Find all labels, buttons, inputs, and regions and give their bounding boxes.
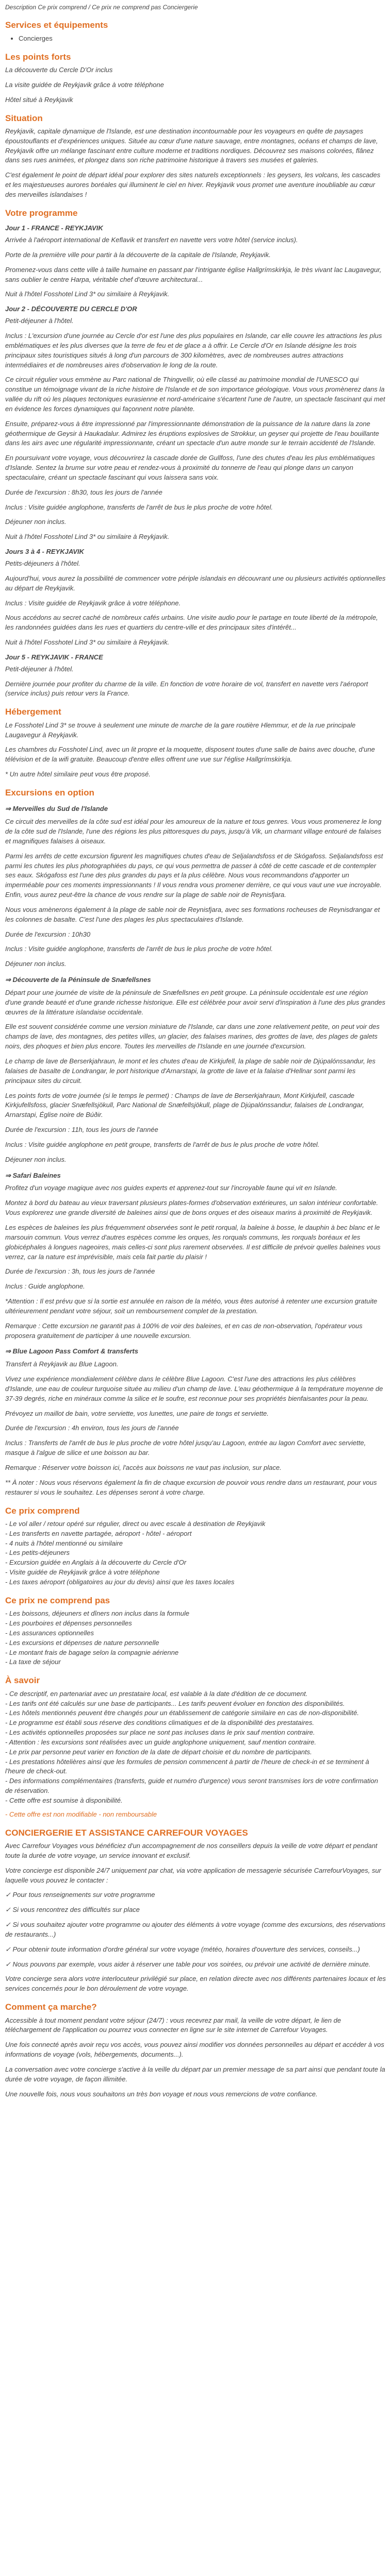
list-item: - La taxe de séjour	[5, 1658, 61, 1666]
paragraph: La découverte du Cercle D'Or inclus	[5, 66, 113, 74]
paragraph: Hôtel situé à Reykjavik	[5, 95, 73, 104]
list-item: ✓ Pour obtenir toute information d'ordre général sur votre voyage (météo, horaires d'ouverture des services, conseils...)	[5, 1945, 360, 1953]
list-item: - Les excursions et dépenses de nature personnelle	[5, 1638, 159, 1647]
list-item: ✓ Pour tous renseignements sur votre programme	[5, 1891, 155, 1899]
excluded-list	[5, 1609, 386, 1667]
paragraph: Porte de la première ville pour partir à la découverte de la capitale de l'Islande, Reykjavik.	[5, 250, 271, 259]
paragraph: Le Fosshotel Lind 3* se trouve à seulement une minute de marche de la gare routière Hlemmur, et de la rue principale Laugavegur à Reykjavik.	[5, 721, 356, 739]
list-item: - Les boissons, déjeuners et dîners non inclus dans la formule	[5, 1609, 189, 1618]
list-item: ✓ Si vous rencontrez des difficultés sur place	[5, 1906, 140, 1914]
day-title: Jour 5 - REYKJAVIK - FRANCE	[5, 653, 103, 661]
list-item: - Les pourboires et dépenses personnelles	[5, 1619, 132, 1628]
paragraph: Inclus : Visite guidée de Reykjavik grâce à votre téléphone.	[5, 599, 181, 607]
paragraph: Arrivée à l'aéroport international de Keflavik et transfert en navette vers votre hôtel (service inclus).	[5, 236, 298, 244]
list-item: - Le montant frais de bagage selon la compagnie aérienne	[5, 1648, 179, 1656]
paragraph: Une fois connecté après avoir reçu vos accès, vous pouvez ainsi modifier vos données personnelles au départ et accéder à vos informations de voyage (vols, hébergements, documents...).	[5, 2041, 384, 2059]
paragraph: Votre concierge sera alors votre interlocuteur privilégié sur place, en relation directe avec nos différents partenaires locaux et les services concernés pour le bon déroulement de votre voyage.	[5, 1975, 386, 1993]
paragraph: Ensuite, préparez-vous à être impressionné par l'impressionnante démonstration de la puissance de la nature dans la zone géothermique de Geysir à Haukadalur. Admirez les éruptions explosives de Strokkur, un geyser qui projette de l'eau bouillante dans les airs avec une régularité impressionnante, créant un spectacle d'un autre monde sur le terrain accidenté de l'Islande.	[5, 419, 379, 447]
list-item: - Attention : les excursions sont réalisées avec un guide anglophone uniquement, sauf mention contraire.	[5, 1738, 316, 1746]
paragraph: Aujourd'hui, vous aurez la possibilité de commencer votre périple islandais en découvrant une ou plusieurs activités optionnelles au départ de Reykjavik.	[5, 574, 386, 592]
excursion-title: ⇒ Safari Baleines	[5, 1171, 61, 1179]
paragraph: Inclus : Visite guidée anglophone, transferts de l'arrêt de bus le plus proche de votre hôtel.	[5, 503, 273, 511]
list-item: ✓ Si vous souhaitez ajouter votre programme ou ajouter des éléments à votre voyage (comme des excursions, des réservations de restaurants...)	[5, 1921, 386, 1938]
paragraph: Nuit à l'hôtel Fosshotel Lind 3* ou similaire à Reykjavik.	[5, 533, 170, 541]
list-item: - Les activités optionnelles proposées sur place ne sont pas incluses dans le prix sauf mention contraire.	[5, 1728, 315, 1737]
paragraph: *Attention : Il est prévu que si la sortie est annulée en raison de la météo, vous êtes autorisé à retenter une excursion gratuite ultérieurement pendant votre séjour, soit un remboursement complet de la prestation.	[5, 1297, 378, 1315]
paragraph: Nuit à l'hôtel Fosshotel Lind 3* ou similaire à Reykjavik.	[5, 638, 170, 647]
non-refundable-notice: - Cette offre est non modifiable - non remboursable	[5, 1810, 157, 1818]
section-title-programme: Votre programme	[5, 208, 78, 218]
paragraph: Inclus : Transferts de l'arrêt de bus le plus proche de votre hôtel jusqu'au Lagoon, entrée au lagon Comfort avec serviette, masque à l'algue de silice et une boisson au bar.	[5, 1439, 366, 1457]
paragraph: Déjeuner non inclus.	[5, 518, 67, 526]
paragraph: La visite guidée de Reykjavik grâce à votre téléphone	[5, 80, 164, 89]
list-item: - Visite guidée de Reykjavik grâce à votre téléphone	[5, 1568, 160, 1577]
paragraph: Inclus : Visite guidée anglophone, transferts de l'arrêt de bus le plus proche de votre hôtel.	[5, 945, 273, 953]
paragraph: Profitez d'un voyage magique avec nos guides experts et apprenez-tout sur l'incroyable faune qui vit en Islande.	[5, 1184, 337, 1192]
paragraph: Vivez une expérience mondialement célèbre dans le célèbre Blue Lagoon. C'est l'une des attractions les plus célèbres d'Islande, une eau de couleur turquoise située au milieu d'un champ de lave. L'eau géothermique à la température moyenne de 37-39 degrés, riche en minéraux comme la silice et le soufre, est reconnue pour ses propriétés bienfaisantes pour la peau.	[5, 1375, 383, 1402]
day-title: Jours 3 à 4 - REYKJAVIK	[5, 548, 84, 556]
list-item: - Excursion guidée en Anglais à la découverte du Cercle d'Or	[5, 1558, 187, 1567]
list-item: - Les petits-déjeuners	[5, 1549, 70, 1557]
section-title-excursions: Excursions en option	[5, 787, 94, 798]
paragraph: Dernière journée pour profiter du charme de la ville. En fonction de votre horaire de vol, transfert en navette vers l'aéroport (service inclus) puis retour vers la France.	[5, 680, 368, 698]
paragraph: Départ pour une journée de visite de la péninsule de Snæfellsnes en petit groupe. La péninsule occidentale est une région d'une grande beauté et d'une grande richesse historique. Elle est célébrée pour avoir servi d'inspiration à l'une des plus grandes œuvres de la littérature islandaise occidentale.	[5, 988, 385, 1016]
included-list	[5, 1519, 386, 1587]
paragraph: Les points forts de votre journée (si le temps le permet) : Champs de lave de Berserkjahraun, Mont Kirkjufell, cascade Kirkjufellsfoss, glacier Snæfellsjökull, Parc National de Snæfellsjökull, plage de Djúpalónssandur, falaises de Londrangar, Arnarstapi, Église noire de Búðir.	[5, 1091, 364, 1119]
list-item: - Les transferts en navette partagée, aéroport - hôtel - aéroport	[5, 1529, 192, 1537]
paragraph: Ce circuit régulier vous emmène au Parc national de Thingvellir, où elle classé au patrimoine mondial de l'UNESCO qui constitue un témoignage vivant de la riche histoire de l'Islande et de son importance géologique. Vous vous promènerez dans la vallée du rift où les plaques tectoniques eurasienne et nord-américaine s'écartent l'une de l'autre, un spectacle fascinant qui met en évidence les forces dynamiques qui façonnent notre planète.	[5, 376, 385, 413]
list-item: - Le prix par personne peut varier en fonction de la date de départ choisie et du nombre de participants.	[5, 1748, 312, 1756]
list-item: - Cette offre est soumise à disponibilité.	[5, 1796, 123, 1804]
paragraph: Déjeuner non inclus.	[5, 960, 67, 968]
section-title-points-forts: Les points forts	[5, 52, 71, 62]
list-item: - Les prestations hôtelières ainsi que les formules de pension commencent à partir de l'heure de check-in et se terminent à l'heure de check-out.	[5, 1757, 369, 1775]
paragraph: Les chambres du Fosshotel Lind, avec un lit propre et la moquette, disposent toutes d'une salle de bains avec douche, d'une télévision et de la wifi gratuite. Beaucoup d'entre elles offrent une vue sur l'église Hallgrímskirkja.	[5, 745, 375, 764]
paragraph: * Un autre hôtel similaire peut vous être proposé.	[5, 770, 151, 778]
paragraph: Durée de l'excursion : 3h, tous les jours de l'année	[5, 1267, 155, 1276]
paragraph: Elle est souvent considérée comme une version miniature de l'Islande, car dans une zone relativement petite, on peut voir des champs de lave, des montagnes, des petites villes, un glacier, des falaises marines, des grottes de lave, des plages de galets noirs, des phoques et bien plus encore. Toutes les merveilles de l'Islande en une journée d'excursion.	[5, 1023, 380, 1050]
section-title-situation: Situation	[5, 113, 43, 123]
excursion-title: ⇒ Blue Lagoon Pass Comfort & transferts	[5, 1347, 138, 1355]
paragraph: Les espèces de baleines les plus fréquemment observées sont le petit rorqual, la baleine à bosse, le dauphin à bec blanc et le marsouin commun. Vous verrez d'autres espèces comme les orques, les rorquals communs, les rorquals boréaux et les globicéphales à longues nageoires, mais celles-ci sont plus rarement observées. Il est difficile de prévoir quelles baleines vous verrez, car la nature est imprévisible, mais cela fait partie du plaisir !	[5, 1223, 381, 1261]
breadcrumb: Description Ce prix comprend / Ce prix ne comprend pas Conciergerie	[5, 4, 198, 11]
list-item: - 4 nuits à l'hôtel mentionné ou similaire	[5, 1539, 123, 1547]
paragraph: En poursuivant votre voyage, vous découvrirez la cascade dorée de Gullfoss, l'une des chutes d'eau les plus emblématiques d'Islande. Sentez la brume sur votre peau et rendez-vous à proximité du tonnerre de l'eau qui plonge dans un canyon spectaculaire, créant un spectacle fascinant qui vous laissera sans voix.	[5, 454, 375, 481]
paragraph: La conversation avec votre concierge s'active à la veille du départ par un premier message de sa part ainsi que pendant toute la durée de votre voyage, de façon illimitée.	[5, 2065, 385, 2083]
section-title-prix-comprend: Ce prix comprend	[5, 1505, 80, 1516]
list-item: • Concierges	[19, 34, 386, 44]
day-title: Jour 2 - DÉCOUVERTE DU CERCLE D'OR	[5, 305, 137, 313]
list-item: - Les assurances optionnelles	[5, 1629, 94, 1637]
paragraph: Durée de l'excursion : 4h environ, tous les jours de l'année	[5, 1424, 179, 1432]
section-title-comment: Comment ça marche?	[5, 2002, 97, 2012]
paragraph: Promenez-vous dans cette ville à taille humaine en passant par l'intrigante église Hallgrímskirkja, le très vivant lac Laugavegur, sans oublier le centre Harpa, véritable chef d'œuvre architectural...	[5, 265, 382, 283]
paragraph: C'est également le point de départ idéal pour explorer des sites naturels exceptionnels : les geysers, les volcans, les cascades et les majestueuses aurores boréales qui illuminent le ciel en hiver. Reykjavik vous promet une aventure inoubliable au cœur des merveilles islandaises !	[5, 171, 381, 198]
section-title-services: Services et équipements	[5, 20, 108, 30]
services-list	[5, 34, 386, 44]
day-title: Jour 1 - FRANCE - REYKJAVIK	[5, 224, 103, 232]
paragraph: Petit-déjeuner à l'hôtel.	[5, 665, 74, 673]
section-title-savoir: À savoir	[5, 1675, 40, 1686]
paragraph: Reykjavik, capitale dynamique de l'Islande, est une destination incontournable pour les voyageurs en quête de paysages époustouflants et d'expériences uniques. Située au cœur d'une nature sauvage, entre montagnes, océans et champs de lave, Reykjavik offre un mélange fascinant entre culture moderne et traditions nordiques. Découvrez ses maisons colorées, flânez dans ses rues animées, et plongez dans son riche patrimoine historique à travers ses musées et galeries.	[5, 127, 378, 164]
section-title-prix-ne-comprend: Ce prix ne comprend pas	[5, 1595, 110, 1605]
paragraph: Déjeuner non inclus.	[5, 1155, 67, 1163]
excursion-title: ⇒ Découverte de la Péninsule de Snæfellsnes	[5, 976, 151, 984]
paragraph: Accessible à tout moment pendant votre séjour (24/7) : vous recevrez par mail, la veille de votre départ, le lien de téléchargement de l'application ou pourrez vous connecter en ligne sur le site internet de Carrefour Voyages.	[5, 2016, 341, 2034]
excursion-title: ⇒ Merveilles du Sud de l'Islande	[5, 805, 108, 813]
paragraph: Durée de l'excursion : 10h30	[5, 930, 91, 938]
paragraph: Nous accédons au secret caché de nombreux cafés urbains. Une visite audio pour le partage en toute liberté de la métropole, les randonnées guidées dans les rues et quartiers du centre-ville et des principaux sites d'intérêt...	[5, 614, 378, 632]
paragraph: Petits-déjeuners à l'hôtel.	[5, 560, 80, 568]
section-title-conciergerie: CONCIERGERIE ET ASSISTANCE CARREFOUR VOYAGES	[5, 1827, 248, 1838]
list-item: - Les tarifs ont été calculés sur une base de participants... Les tarifs peuvent évoluer en fonction des disponibilités.	[5, 1699, 345, 1707]
list-item: - Les hôtels mentionnés peuvent être changés pour un établissement de catégorie similaire en cas de non-disponibilité.	[5, 1709, 359, 1717]
paragraph: Inclus : Visite guidée anglophone en petit groupe, transferts de l'arrêt de bus le plus proche de votre hôtel.	[5, 1140, 320, 1148]
section-title-hebergement: Hébergement	[5, 707, 61, 717]
list-item: - Le programme est établi sous réserve des conditions climatiques et de la disponibilité des prestataires.	[5, 1719, 315, 1727]
paragraph: Durée de l'excursion : 8h30, tous les jours de l'année	[5, 488, 162, 496]
list-item: ✓ Nous pouvons par exemple, vous aider à réserver une table pour vos soirées, ou prévoir une activité de dernière minute.	[5, 1960, 371, 1968]
paragraph: Prévoyez un maillot de bain, votre serviette, vos lunettes, une paire de tongs et serviette.	[5, 1409, 269, 1417]
paragraph: Avec Carrefour Voyages vous bénéficiez d'un accompagnement de nos conseillers depuis la veille de votre départ et pendant toute la durée de votre voyage, un service innovant et exclusif.	[5, 1842, 378, 1859]
list-item: - Des informations complémentaires (transferts, guide et numéro d'urgence) vous seront transmises lors de votre confirmation de réservation.	[5, 1777, 378, 1795]
paragraph: Votre concierge est disponible 24/7 uniquement par chat, via votre application de messagerie sécurisée CarrefourVoyages, sur laquelle vous pouvez le contacter :	[5, 1866, 381, 1884]
paragraph: Durée de l'excursion : 11h, tous les jours de l'année	[5, 1126, 158, 1134]
info-list	[5, 1689, 386, 1806]
note: ** À noter : Nous vous réservons également la fin de chaque excursion de pouvoir vous rendre dans un restaurant, pour vous restaurer si vous le souhaitez. Les dépenses seront à votre charge.	[5, 1478, 377, 1496]
paragraph: Le champ de lave de Berserkjahraun, le mont et les chutes d'eau de Kirkjufell, la plage de sable noir de Djúpalónssandur, les falaises de basalte de Londrangar, le port historique d'Arnarstapi, la grotte de lave et la falaise d'Hellnar sont parmi les principaux sites du circuit.	[5, 1057, 376, 1084]
paragraph: Remarque : Réserver votre boisson ici, l'accès aux boissons ne vaut pas inclusion, sur place.	[5, 1464, 282, 1472]
paragraph: Ce circuit des merveilles de la côte sud est idéal pour les amoureux de la nature et tous genres. Vous vous promenerez le long de la côte sud de l'Islande, l'une des régions les plus pittoresques du pays, jusqu'à Vik, un charmant village entouré de falaises et magnifiques falaises à oiseaux.	[5, 818, 382, 845]
list-item: - Le vol aller / retour opéré sur régulier, direct ou avec escale à destination de Reykjavik	[5, 1519, 266, 1528]
list-item: - Les taxes aéroport (obligatoires au jour du devis) ainsi que les taxes locales	[5, 1578, 235, 1586]
paragraph: Inclus : Guide anglophone.	[5, 1282, 85, 1291]
paragraph: Nuit à l'hôtel Fosshotel Lind 3* ou similaire à Reykjavik.	[5, 290, 170, 298]
list-item: - Ce descriptif, en partenariat avec un prestataire local, est valable à la date d'édition de ce document.	[5, 1689, 308, 1698]
paragraph: Petit-déjeuner à l'hôtel.	[5, 317, 74, 325]
paragraph: Transfert à Reykjavik au Blue Lagoon.	[5, 1360, 119, 1368]
paragraph: Une nouvelle fois, nous vous souhaitons un très bon voyage et nous vous remercions de votre confiance.	[5, 2090, 318, 2098]
paragraph: Nous vous amènerons également à la plage de sable noir de Reynisfjara, avec ses formations rocheuses de Reynisdrangar et les colonnes de basalte. C'est l'une des plages les plus spectaculaires d'Islande.	[5, 905, 380, 923]
paragraph: Parmi les arrêts de cette excursion figurent les magnifiques chutes d'eau de Seljalandsfoss et de Skógafoss. Seljalandsfoss est parmi les chutes les plus photographiées du pays, ce qui vous permettra de passer à côté de cette cascade et de contempler ses eaux. Skógafoss est l'une des plus grandes du pays et la plus célèbre. Nous vous recommandons d'apporter un imperméable pour ces moments impressionnants ! Il vous rendra vous promener derrière, ce qui vous vaut une vue incroyable. Enfin, vous aurez peut-être la chance de vous rendre sur la plage de sable noir de Reynisfjara.	[5, 852, 383, 899]
paragraph: Inclus : L'excursion d'une journée au Cercle d'or est l'une des plus populaires en Islande, car elle couvre les attractions les plus emblématiques et les plus diverses que la terre de feu et de glace a à offrir. Le Cercle d'Or en Islande désigne les trois principaux sites touristiques situés à long d'un parcours de 300 kilomètres, avec de nombreuses autres attractions intermédiaires et de nombreuses aires d'observation le long de la route.	[5, 331, 382, 369]
paragraph: Montez à bord du bateau au vieux traversant plusieurs plates-formes d'observation extérieures, un salon intérieur confortable. Vous explorerez une grande diversité de baleines ainsi que de bons orques et des oiseaux marins à proximité de Reykjavik.	[5, 1199, 378, 1217]
paragraph: Remarque : Cette excursion ne garantit pas à 100% de voir des baleines, et en cas de non-observation, l'opérateur vous proposera gratuitement de participer à une nouvelle excursion.	[5, 1321, 363, 1340]
